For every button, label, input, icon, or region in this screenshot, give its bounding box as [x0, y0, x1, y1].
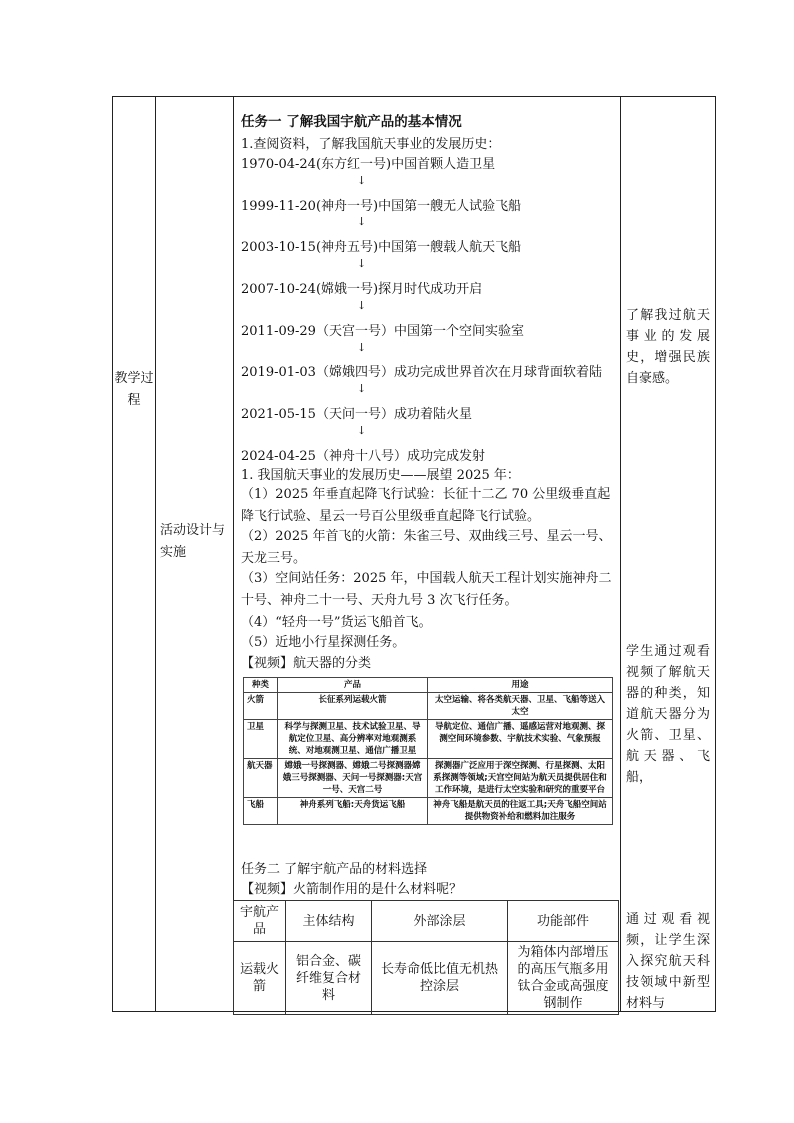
table-header: 主体结构 — [286, 901, 372, 942]
plan-item: （4）“轻舟一号”货运飞船首飞。 — [241, 615, 432, 630]
task1-title: 任务一 了解我国宇航产品的基本情况 — [241, 114, 462, 130]
table-cell: 太空运输、将各类航天器、卫星、飞船等送入太空 — [428, 693, 613, 720]
timeline-item: 2024-04-25（神舟十八号）成功完成发射 — [241, 449, 485, 464]
plan-item: （1）2025 年垂直起降飞行试验：长征十二乙 70 公里级垂直起降飞行试验、星云一号百公里级垂直起降飞行试验。 — [241, 487, 611, 524]
table-cell: 火箭 — [244, 693, 278, 720]
column-divider — [620, 96, 621, 1012]
material-table — [233, 900, 619, 1015]
table-header: 外部涂层 — [372, 901, 508, 942]
task1-step2: 1. 我国航天事业的发展历史——展望 2025 年： — [241, 468, 520, 483]
column-divider — [155, 96, 156, 1012]
note-text: 学生通过观看视频了解航天器的种类，知道航天器分为火箭、卫星、航天器、飞船， — [626, 644, 710, 785]
down-arrow-icon: ↓ — [357, 424, 367, 437]
table-header: 宇航产品 — [234, 901, 286, 942]
column-divider — [233, 96, 234, 1012]
video-label: 【视频】航天器的分类 — [241, 656, 372, 671]
table-header-row — [234, 901, 619, 942]
table-cell: 为箱体内部增压的高压气瓶多用钛合金或高强度钢制作 — [508, 942, 619, 1015]
table-header: 产品 — [278, 678, 428, 693]
table-cell: 长征系列运载火箭 — [278, 693, 428, 720]
table-cell: 科学与探测卫星、技术试验卫星、导航定位卫星、高分辨率对地观测系统、对地观测卫星、通信广播卫星 — [278, 720, 428, 759]
table-cell: 长寿命低比值无机热控涂层 — [372, 942, 508, 1015]
table-header-row — [244, 678, 613, 693]
down-arrow-icon: ↓ — [357, 382, 367, 395]
table-row — [244, 798, 613, 825]
activity-design-label: 活动设计与实施 — [160, 523, 226, 560]
table-cell: 神舟系列飞船:天舟货运飞船 — [278, 798, 428, 825]
table-header: 功能部件 — [508, 901, 619, 942]
teaching-process-label: 教学过程 — [114, 371, 154, 408]
down-arrow-icon: ↓ — [357, 299, 367, 312]
table-header: 种类 — [244, 678, 278, 693]
table-header: 用途 — [428, 678, 613, 693]
plan-item: （3）空间站任务：2025 年，中国载人航天工程计划实施神舟二十号、神舟二十一号、天舟九号 3 次飞行任务。 — [241, 571, 612, 608]
plan-item: （5）近地小行星探测任务。 — [241, 635, 406, 650]
task2-title: 任务二 了解宇航产品的材料选择 — [241, 862, 428, 877]
table-cell: 航天器 — [244, 759, 278, 798]
down-arrow-icon: ↓ — [357, 215, 367, 228]
table-cell: 铝合金、碳纤维复合材料 — [286, 942, 372, 1015]
timeline-item: 2003-10-15(神舟五号)中国第一艘载人航天飞船 — [241, 240, 522, 255]
down-arrow-icon: ↓ — [357, 174, 367, 187]
spacecraft-classification-table — [243, 677, 613, 825]
timeline-item: 1970-04-24(东方红一号)中国首颗人造卫星 — [241, 157, 496, 172]
task2-video: 【视频】火箭制作用的是什么材料呢？ — [241, 882, 463, 897]
timeline-item: 2021-05-15（天问一号）成功着陆火星 — [241, 407, 472, 422]
table-cell: 神舟飞船是航天员的往返工具;天舟飞船空间站提供物资补给和燃料加注服务 — [428, 798, 613, 825]
note-text: 通过观看视频，让学生深入探究航天科技领域中新型材料与 — [626, 912, 710, 1011]
table-cell: 飞船 — [244, 798, 278, 825]
table-cell: 导航定位、通信广播、遥感运营对地观测、探测空间环境参数、宇航技术实验、气象预报 — [428, 720, 613, 759]
table-cell: 嫦娥一号探测器、嫦娥二号探测器嫦娥三号探测器、天问一号探测器:天宫一号、天宫二号 — [278, 759, 428, 798]
table-cell: 探测器广泛应用于深空探测、行星探测、太阳系探测等领域;天宫空间站为航天员提供居住和工作环境，是进行太空实验和研究的重要平台 — [428, 759, 613, 798]
timeline-item: 2019-01-03（嫦娥四号）成功完成世界首次在月球背面软着陆 — [241, 365, 602, 380]
table-row — [244, 759, 613, 798]
timeline-item: 1999-11-20(神舟一号)中国第一艘无人试验飞船 — [241, 199, 522, 214]
table-row — [244, 693, 613, 720]
down-arrow-icon: ↓ — [357, 257, 367, 270]
timeline-item: 2011-09-29（天宫一号）中国第一个空间实验室 — [241, 324, 524, 339]
task1-step1: 1.查阅资料，了解我国航天事业的发展历史： — [241, 137, 501, 152]
note-text: 了解我过航天事业的发展史，增强民族自豪感。 — [626, 308, 710, 386]
down-arrow-icon: ↓ — [357, 341, 367, 354]
timeline-item: 2007-10-24(嫦娥一号)探月时代成功开启 — [241, 282, 483, 297]
table-cell: 运载火箭 — [234, 942, 286, 1015]
table-cell: 卫星 — [244, 720, 278, 759]
plan-item: （2）2025 年首飞的火箭：朱雀三号、双曲线三号、星云一号、天龙三号。 — [241, 529, 612, 566]
table-row — [234, 942, 619, 1015]
table-row — [244, 720, 613, 759]
